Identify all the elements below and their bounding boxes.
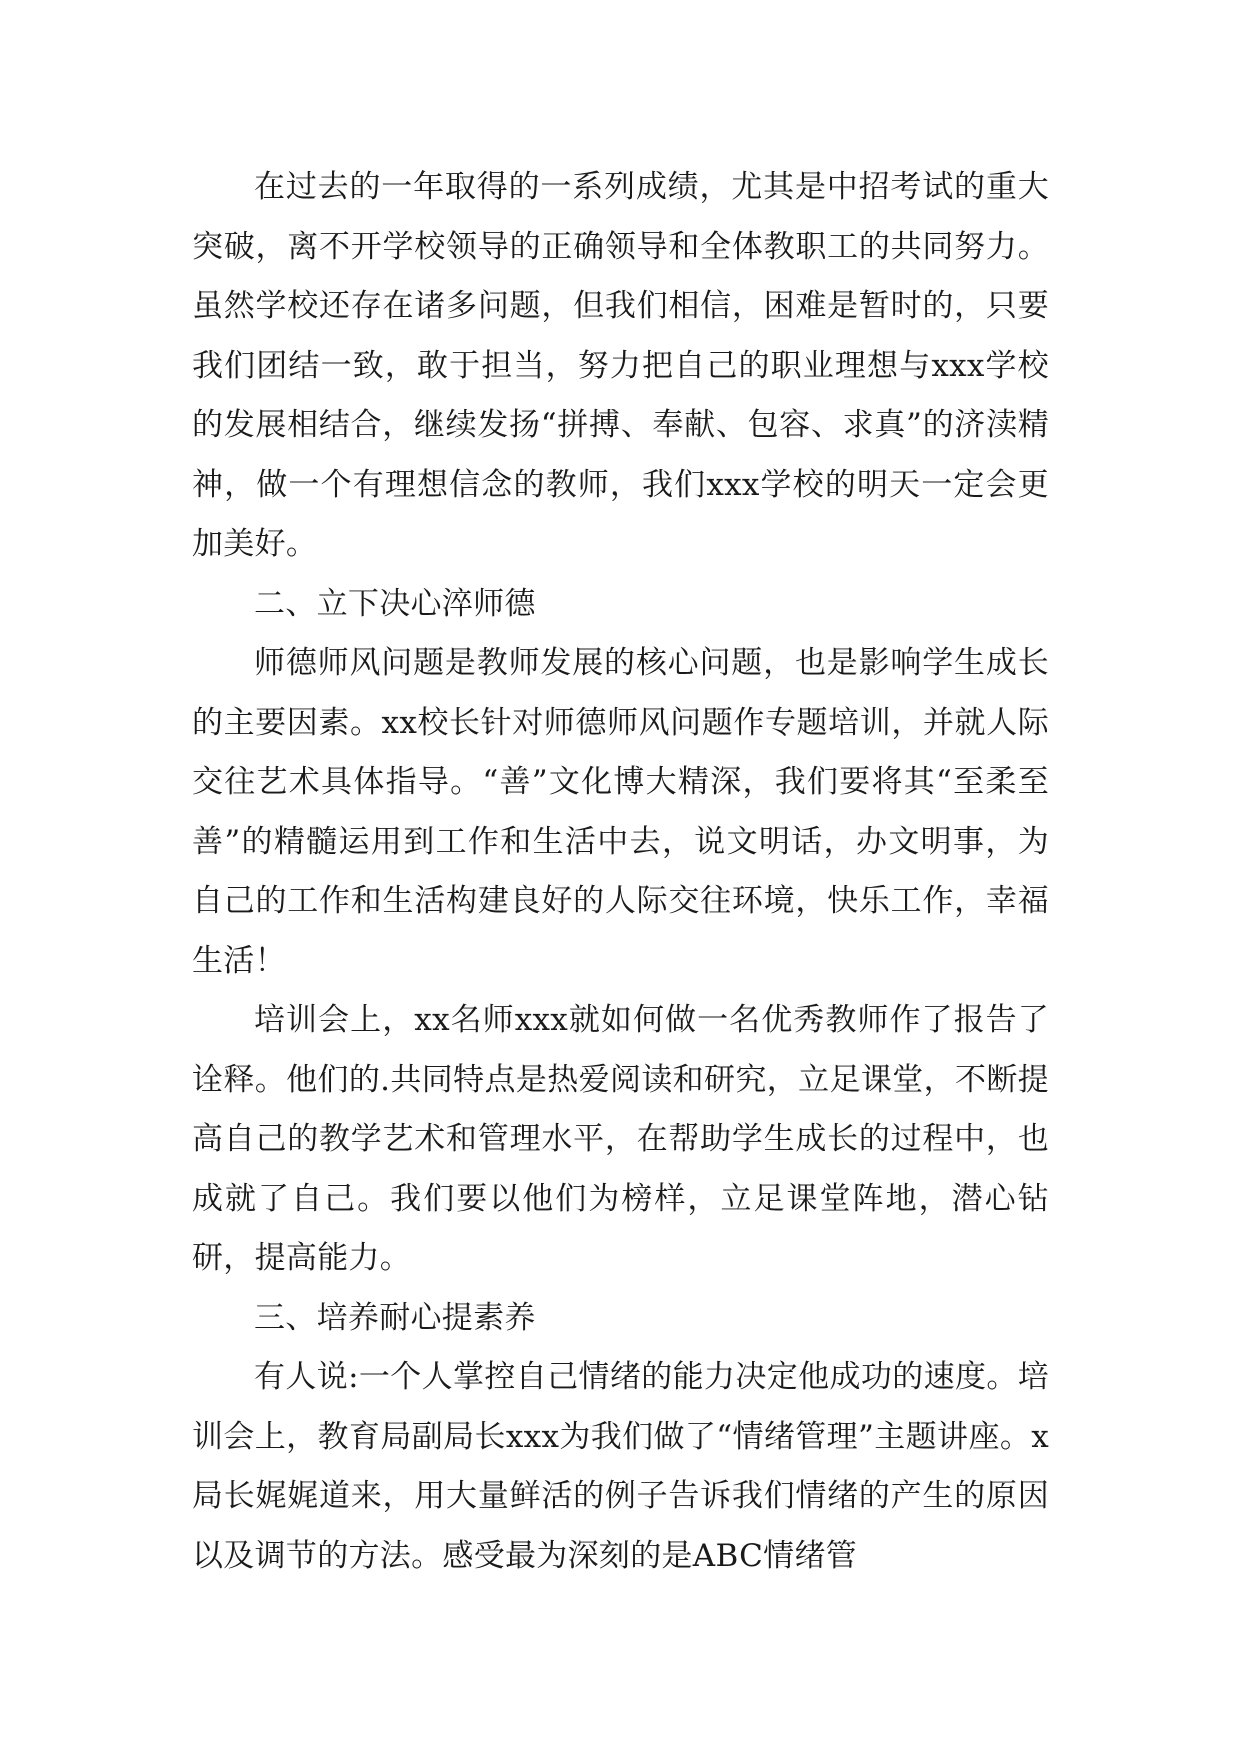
section-heading-2: 二、立下决心淬师德 <box>254 585 536 622</box>
section-heading-3: 三、培养耐心提素养 <box>254 1299 536 1336</box>
paragraph-emotion-management: 有人说:一个人掌控自己情绪的能力决定他成功的速度。培训会上，教育局副局长xxx为我们做了“情绪管理”主题讲座。x局长娓娓道来，用大量鲜活的例子告诉我们情绪的产生的原因以及调节的方法。感受最为深刻的是ABC情绪管 <box>192 1359 1049 1574</box>
document-body <box>192 158 1049 1586</box>
paragraph-achievements: 在过去的一年取得的一系列成绩，尤其是中招考试的重大突破，离不开学校领导的正确领导和全体教职工的共同努力。虽然学校还存在诸多问题，但我们相信，困难是暂时的，只要我们团结一致，敢于担当，努力把自己的职业理想与xxx学校的发展相结合，继续发扬“拼搏、奉献、包容、求真”的济渎精神，做一个有理想信念的教师，我们xxx学校的明天一定会更加美好。 <box>192 169 1049 562</box>
paragraph-teacher-ethics: 师德师风问题是教师发展的核心问题，也是影响学生成长的主要因素。xx校长针对师德师风问题作专题培训，并就人际交往艺术具体指导。“善”文化博大精深，我们要将其“至柔至善”的精髓运用到工作和生活中去，说文明话，办文明事，为自己的工作和生活构建良好的人际交往环境，快乐工作，幸福生活！ <box>192 645 1049 979</box>
paragraph-training-report: 培训会上，xx名师xxx就如何做一名优秀教师作了报告了诠释。他们的.共同特点是热爱阅读和研究，立足课堂，不断提高自己的教学艺术和管理水平，在帮助学生成长的过程中，也成就了自己。我们要以他们为榜样，立足课堂阵地，潜心钻研，提高能力。 <box>192 1002 1049 1276</box>
